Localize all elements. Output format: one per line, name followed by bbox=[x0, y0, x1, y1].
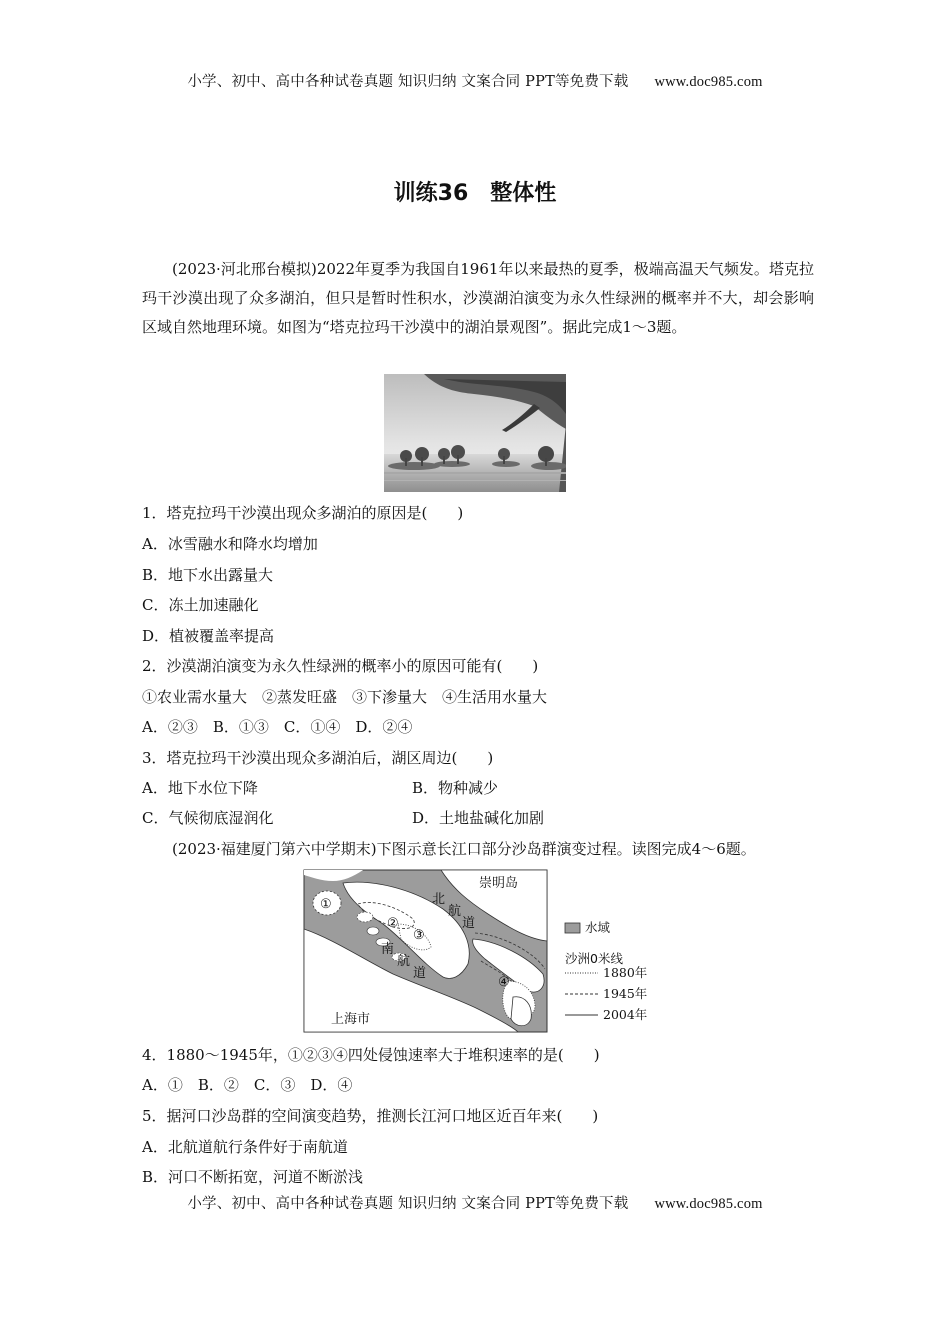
q1-option-a[interactable]: A．冰雪融水和降水均增加 bbox=[142, 535, 318, 553]
map-marker-4: ④ bbox=[498, 975, 510, 990]
q5-option-b[interactable]: B．河口不断拓宽，河道不断淤浅 bbox=[142, 1168, 364, 1186]
intro-paragraph-2: (2023·福建厦门第六中学期末)下图示意长江口部分沙岛群演变过程。读图完成4～6题。 bbox=[172, 840, 756, 858]
q1-option-d[interactable]: D．植被覆盖率提高 bbox=[142, 627, 275, 645]
title-sub: 整体性 bbox=[490, 181, 557, 206]
footer-url[interactable]: www.doc985.com bbox=[654, 1196, 763, 1212]
legend-title: 沙洲0米线 bbox=[565, 951, 623, 966]
q3-option-a[interactable]: A．地下水位下降 bbox=[142, 779, 258, 797]
q3-stem: 3．塔克拉玛干沙漠出现众多湖泊后，湖区周边( ) bbox=[142, 749, 494, 767]
page-header bbox=[0, 70, 950, 91]
q1-option-c[interactable]: C．冻土加速融化 bbox=[142, 596, 259, 614]
legend-1880-label: 1880年 bbox=[603, 965, 648, 980]
map-label-north-2: 航 bbox=[448, 904, 462, 919]
header-text: 小学、初中、高中各种试卷真题 知识归纳 文案合同 PPT等免费下载 bbox=[187, 74, 629, 90]
footer-text: 小学、初中、高中各种试卷真题 知识归纳 文案合同 PPT等免费下载 bbox=[187, 1196, 629, 1212]
title-main: 训练36 bbox=[393, 181, 469, 206]
map-label-shanghai: 上海市 bbox=[331, 1012, 371, 1027]
map-label-chongming: 崇明岛 bbox=[479, 876, 519, 891]
page-title bbox=[0, 176, 950, 207]
intro-paragraph-1: (2023·河北邢台模拟)2022年夏季为我国自1961年以来最热的夏季，极端高温天气频发。塔克拉玛干沙漠出现了众多湖泊，但只是暂时性积水，沙漠湖泊演变为永久性绿洲的概率并不大，却会影响区域自然地理环境。如图为“塔克拉玛干沙漠中的湖泊景观图”。据此完成1～3题。 bbox=[142, 260, 814, 336]
q1-option-b[interactable]: B．地下水出露量大 bbox=[142, 566, 274, 584]
page-footer bbox=[0, 1192, 950, 1213]
legend-water-swatch bbox=[565, 923, 580, 933]
map-marker-2: ② bbox=[387, 916, 399, 931]
map-label-north-1: 北 bbox=[432, 892, 446, 907]
q5-stem: 5．据河口沙岛群的空间演变趋势，推测长江河口地区近百年来( ) bbox=[142, 1107, 599, 1125]
map-label-north-3: 道 bbox=[462, 916, 476, 931]
map-label-south-1: 南 bbox=[381, 942, 395, 957]
q2-items: ①农业需水量大 ②蒸发旺盛 ③下渗量大 ④生活用水量大 bbox=[142, 688, 548, 706]
q3-option-b[interactable]: B．物种减少 bbox=[412, 779, 499, 797]
legend-water-label: 水域 bbox=[585, 920, 611, 935]
desert-lake-photo bbox=[384, 374, 566, 492]
q4-stem: 4．1880～1945年，①②③④四处侵蚀速率大于堆积速率的是( ) bbox=[142, 1046, 600, 1064]
q4-options[interactable]: A．① B．② C．③ D．④ bbox=[142, 1076, 353, 1094]
map-marker-3: ③ bbox=[413, 928, 425, 943]
header-url[interactable]: www.doc985.com bbox=[654, 74, 763, 90]
q2-stem: 2．沙漠湖泊演变为永久性绿洲的概率小的原因可能有( ) bbox=[142, 657, 539, 675]
q1-stem: 1．塔克拉玛干沙漠出现众多湖泊的原因是( ) bbox=[142, 504, 464, 522]
legend-2004-label: 2004年 bbox=[603, 1007, 648, 1022]
q3-option-d[interactable]: D．土地盐碱化加剧 bbox=[412, 809, 545, 827]
map-marker-1: ① bbox=[320, 897, 332, 912]
legend-1945-label: 1945年 bbox=[603, 986, 648, 1001]
q5-option-a[interactable]: A．北航道航行条件好于南航道 bbox=[142, 1138, 348, 1156]
q2-options[interactable]: A．②③ B．①③ C．①④ D．②④ bbox=[142, 718, 413, 736]
map-label-south-3: 道 bbox=[413, 966, 427, 981]
q3-option-c[interactable]: C．气候彻底湿润化 bbox=[142, 809, 274, 827]
map-label-south-2: 航 bbox=[397, 954, 411, 969]
yangtze-estuary-map bbox=[303, 869, 655, 1033]
